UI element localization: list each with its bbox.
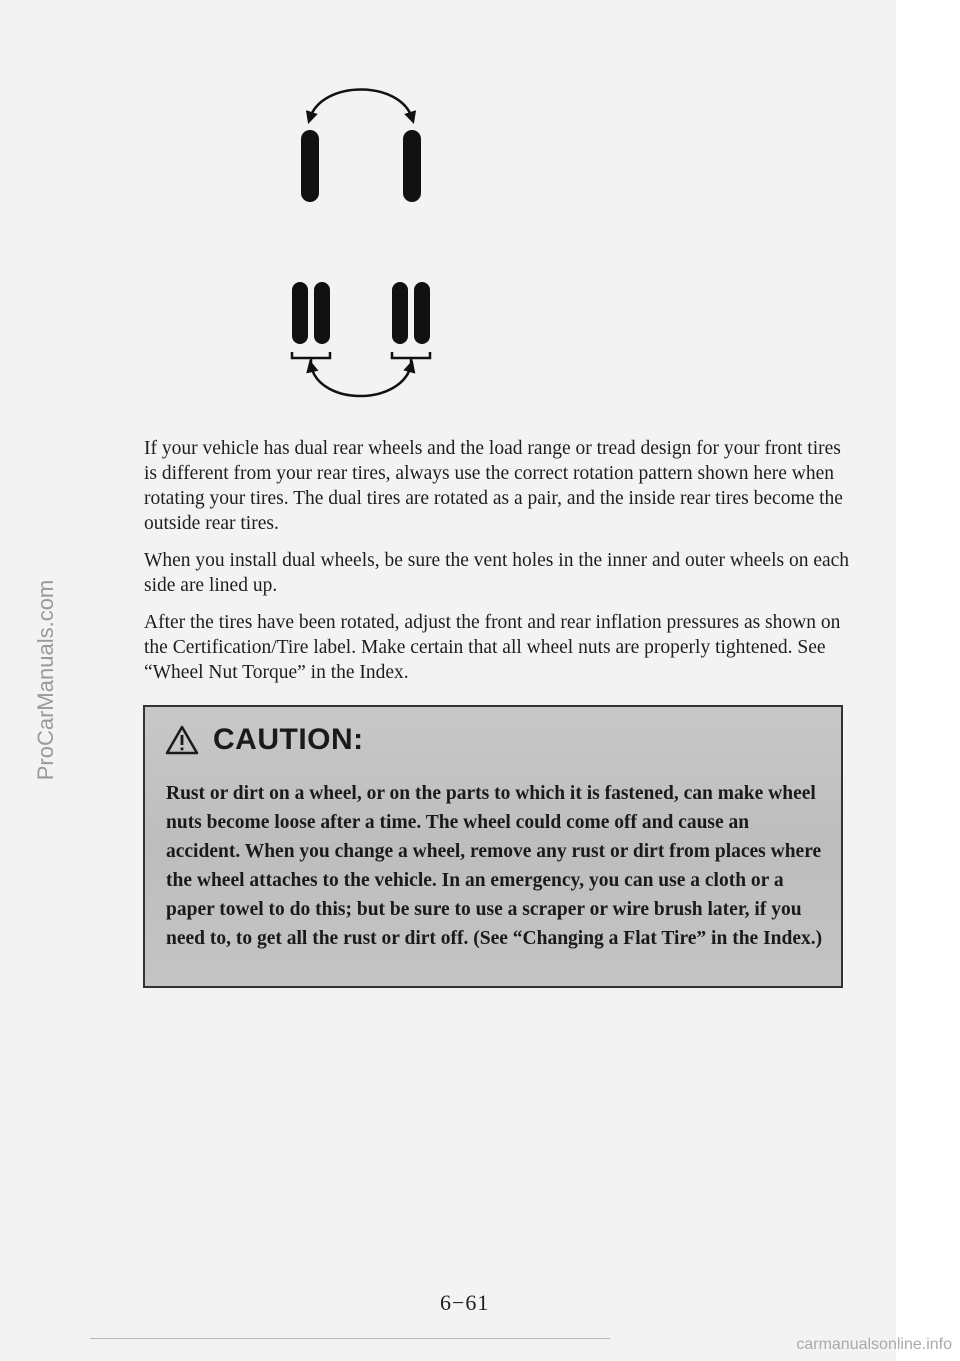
- front-left-tire: [301, 130, 319, 202]
- bottom-watermark: carmanualsonline.info: [796, 1336, 952, 1353]
- warning-triangle-icon: [165, 725, 199, 755]
- tire-rotation-diagram: [260, 70, 520, 410]
- rear-right-inner-tire: [392, 282, 408, 344]
- rear-left-pair-bracket: [292, 352, 330, 364]
- rear-left-outer-tire: [292, 282, 308, 344]
- rear-left-inner-tire: [314, 282, 330, 344]
- rear-right-outer-tire: [414, 282, 430, 344]
- caution-text: Rust or dirt on a wheel, or on the parts to which it is fastened, can make wheel nuts become loose after a time. The wheel could come off and cause an accident. When you change a wheel, remove any rust or dirt from places where the wheel attaches to the vehicle. In an emergency, you can use a cloth or a paper towel to do this; but be sure to use a scraper or wire brush later, if you need to, to get all the rust or dirt off. (See “Changing a Flat Tire” in the Index.): [166, 783, 823, 949]
- front-rotation-arrow: [310, 90, 412, 119]
- side-watermark: ProCarManuals.com: [33, 579, 58, 781]
- paragraph-vent-holes: When you install dual wheels, be sure the vent holes in the inner and outer wheels on each side are lined up.: [144, 550, 850, 596]
- rear-right-pair-bracket: [392, 352, 430, 364]
- page-number: 6−61: [440, 1290, 490, 1315]
- caution-header: [165, 723, 364, 757]
- footer-rule: [90, 1338, 610, 1339]
- rear-rotation-arrow: [311, 366, 411, 396]
- caution-box: [143, 705, 843, 988]
- paragraph-dual-wheels-rotation: If your vehicle has dual rear wheels and the load range or tread design for your front tires is different from your rear tires, always use the correct rotation pattern shown here when rotating your tires. The dual tires are rotated as a pair, and the inside rear tires become the outside rear tires.: [144, 438, 843, 534]
- front-right-tire: [403, 130, 421, 202]
- caution-title: CAUTION:: [213, 723, 364, 756]
- paragraph-inflation-pressures: After the tires have been rotated, adjust the front and rear inflation pressures as shown on the Certification/Tire label. Make certain that all wheel nuts are properly tightened. See “Wheel Nut Torque” in the Index.: [144, 612, 841, 683]
